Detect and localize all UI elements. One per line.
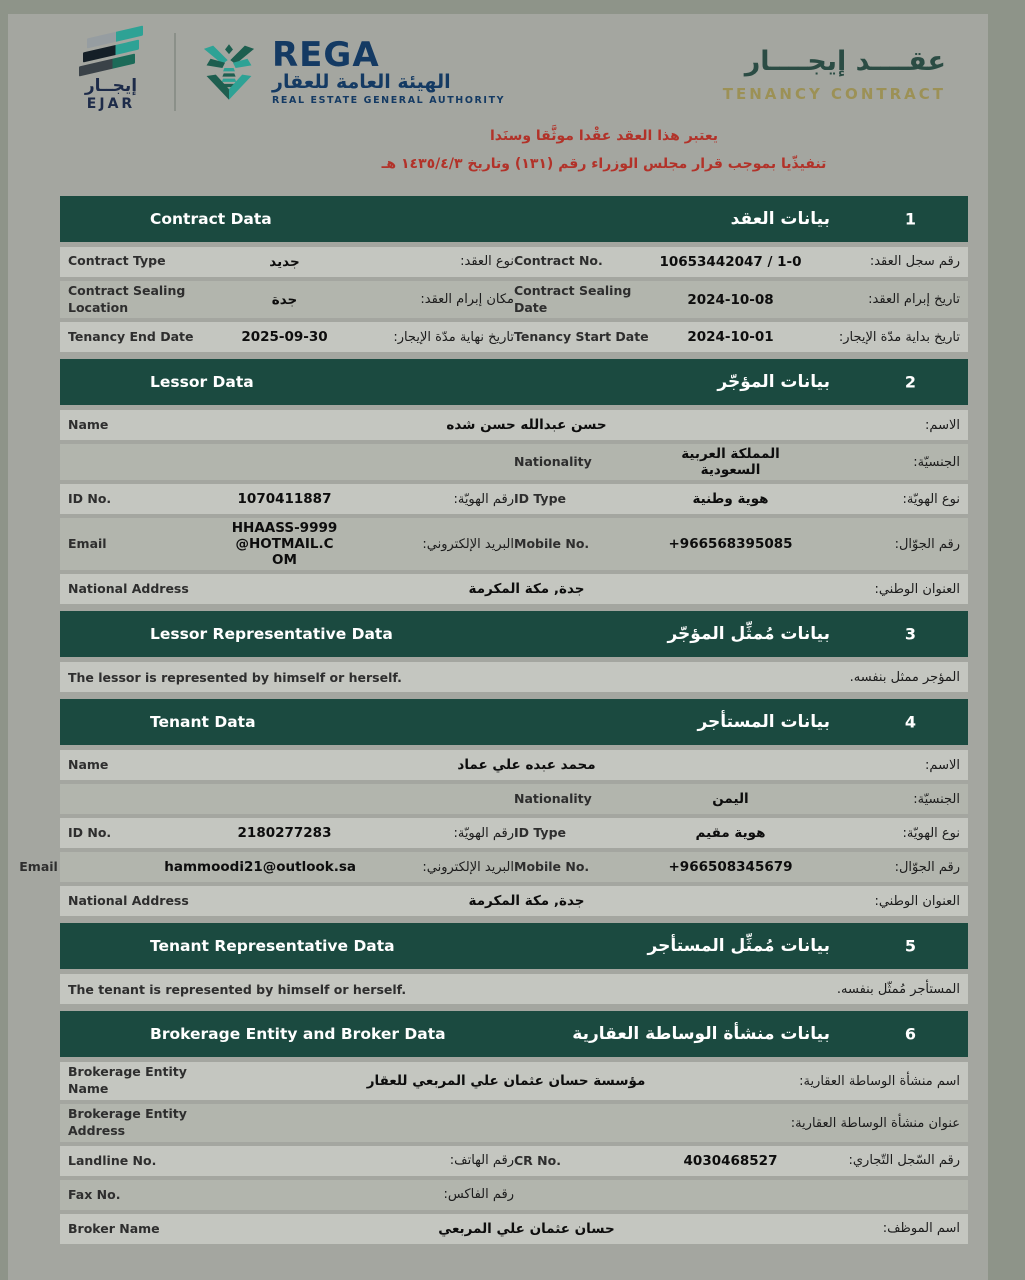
field-label-en: Mobile No. — [514, 859, 590, 874]
section-title-ar: بيانات العقد — [730, 208, 830, 229]
note-en: The lessor is represented by himself or herself. — [68, 669, 402, 685]
field-value: 1070411887 — [237, 491, 332, 508]
field-value: هوية مقيم — [695, 825, 766, 842]
section-header — [60, 923, 968, 969]
table-row — [60, 662, 968, 692]
table-row — [60, 1062, 968, 1100]
ejar-logo-text-ar: إيجــار — [84, 76, 138, 96]
table-row — [60, 444, 968, 480]
field-value: 2024-10-08 — [687, 291, 774, 308]
field-value: +966568395085 — [668, 536, 793, 553]
contract-title-en: TENANCY CONTRACT — [722, 85, 946, 103]
field-label-ar: تاريخ إبرام العقد: — [868, 292, 960, 308]
table-row — [60, 1180, 968, 1210]
note-ar: المستأجر مُمثّل بنفسه. — [836, 981, 960, 997]
field-value: 2024-10-01 — [687, 329, 774, 346]
section-header — [60, 611, 968, 657]
field-value: 2025-09-30 — [241, 329, 328, 346]
section-title-ar: بيانات منشأة الوساطة العقارية — [572, 1024, 830, 1045]
rega-logo-text-en: REAL ESTATE GENERAL AUTHORITY — [272, 95, 506, 107]
field-label-en: Tenancy Start Date — [514, 329, 649, 344]
contract-title-ar: عقــــد إيجــــار — [744, 46, 946, 77]
section-header — [60, 699, 968, 745]
field-label-ar: العنوان الوطني: — [874, 893, 960, 909]
table-row — [60, 886, 968, 916]
field-label-ar: رقم الهويّة: — [453, 825, 514, 841]
section-title-ar: بيانات المؤجّر — [717, 372, 830, 393]
field-value: اليمن — [712, 791, 749, 808]
note-en: The tenant is represented by himself or herself. — [68, 981, 407, 997]
section-number: 1 — [904, 209, 916, 229]
field-label-ar: الجنسيّة: — [913, 791, 960, 807]
section-tenant-data — [19, 699, 968, 916]
field-label-en: Nationality — [514, 454, 592, 469]
section-lessor-representative — [60, 611, 968, 692]
section-header — [60, 1011, 968, 1057]
field-label-ar: نوع الهويّة: — [902, 825, 960, 841]
ejar-logo-text-en: EJAR — [86, 95, 136, 112]
field-label-ar: رقم الهاتف: — [449, 1153, 514, 1169]
field-value: حسن عبدالله حسن شده — [446, 417, 607, 434]
field-label-ar: اسم منشأة الوساطة العقارية: — [799, 1073, 960, 1089]
section-tenant-representative — [60, 923, 968, 1004]
section-title-en: Lessor Representative Data — [150, 625, 393, 644]
table-row — [19, 852, 968, 882]
field-label-en: ID Type — [514, 825, 566, 840]
table-row — [60, 1104, 968, 1142]
field-label-ar: تاريخ نهاية مدّة الإيجار: — [393, 329, 514, 345]
table-row — [60, 750, 968, 780]
section-header — [60, 196, 968, 242]
section-brokerage-data — [60, 1011, 968, 1244]
field-value: مؤسسة حسان عثمان علي المربعي للعقار — [366, 1073, 646, 1090]
field-label-ar: عنوان منشأة الوساطة العقارية: — [790, 1115, 960, 1131]
section-number: 5 — [904, 936, 916, 956]
field-label-ar: رقم الجوّال: — [894, 859, 960, 875]
section-title-en: Tenant Representative Data — [150, 937, 395, 956]
section-number: 3 — [904, 624, 916, 644]
section-lessor-data — [60, 359, 968, 604]
section-title-en: Contract Data — [150, 209, 272, 228]
rega-logo-name: REGA — [272, 34, 380, 75]
ejar-stripes-icon — [79, 32, 143, 70]
field-label-en: Tenancy End Date — [68, 329, 194, 344]
field-label-en: Contract Sealing Date — [514, 282, 632, 315]
field-label-en: Email — [68, 536, 107, 551]
field-label-ar: رقم الهويّة: — [453, 491, 514, 507]
section-contract-data — [60, 196, 968, 353]
table-row — [60, 484, 968, 514]
field-label-en: Contract No. — [514, 253, 603, 269]
section-number: 6 — [904, 1024, 916, 1044]
field-label-ar: رقم سجل العقد: — [869, 254, 960, 270]
table-row — [60, 574, 968, 604]
section-number: 2 — [904, 372, 916, 392]
field-value: HHAASS-9999@HOTMAIL.COM — [231, 520, 338, 569]
logo-divider — [174, 33, 176, 111]
rega-palm-icon — [196, 34, 262, 110]
section-number: 4 — [904, 712, 916, 732]
field-label-en: Contract Type — [68, 253, 166, 269]
field-value: حسان عثمان علي المربعي — [438, 1220, 615, 1237]
contract-document — [8, 14, 988, 1280]
section-title-en: Lessor Data — [150, 373, 254, 392]
field-label-ar: مكان إبرام العقد: — [420, 292, 514, 308]
ejar-logo — [68, 32, 154, 112]
field-value: جديد — [269, 253, 300, 270]
field-label-ar: نوع الهويّة: — [902, 491, 960, 507]
field-label-en: Brokerage Entity Name — [68, 1064, 187, 1097]
table-row — [60, 322, 968, 352]
table-row — [60, 784, 968, 814]
field-label-ar: نوع العقد: — [460, 254, 514, 270]
field-value: 2180277283 — [237, 825, 332, 842]
field-label-ar: البريد الإلكتروني: — [422, 859, 514, 875]
field-value: 4030468527 — [683, 1152, 778, 1169]
field-label-en: ID Type — [514, 491, 566, 506]
field-label-en: ID No. — [68, 825, 112, 840]
section-title-ar: بيانات المستأجر — [697, 712, 830, 733]
field-label-en: Mobile No. — [514, 536, 590, 551]
field-label-en: Contract Sealing Location — [68, 282, 186, 315]
field-label-en: Email — [19, 859, 58, 874]
field-label-en: Nationality — [514, 791, 592, 806]
rega-logo — [196, 34, 505, 110]
field-label-ar: الجنسيّة: — [913, 454, 960, 470]
field-label-en: National Address — [68, 893, 189, 908]
section-title-ar: بيانات مُمثِّل المؤجّر — [667, 624, 830, 645]
table-row — [60, 281, 968, 319]
field-label-ar: الاسم: — [925, 417, 960, 433]
field-label-en: Fax No. — [68, 1186, 121, 1202]
legal-note-line1: يعتبر هذا العقد عقْدا موثَّقا وسنَدا — [489, 127, 718, 144]
logos-group — [68, 32, 505, 112]
field-value: هوية وطنية — [692, 491, 769, 508]
field-value: جدة, مكة المكرمة — [468, 893, 585, 910]
field-label-en: Brokerage Entity Address — [68, 1106, 187, 1139]
field-value: جدة, مكة المكرمة — [468, 581, 585, 598]
legal-note — [240, 122, 968, 178]
field-label-en: ID No. — [68, 491, 112, 506]
section-title-en: Brokerage Entity and Broker Data — [150, 1025, 446, 1044]
field-label-en: National Address — [68, 581, 189, 596]
table-row — [60, 1146, 968, 1176]
field-label-ar: تاريخ بداية مدّة الإيجار: — [838, 329, 960, 345]
field-label-en: Name — [68, 417, 109, 432]
field-value: جدة — [271, 291, 298, 308]
field-label-ar: البريد الإلكتروني: — [422, 536, 514, 552]
table-row — [60, 818, 968, 848]
section-title-ar: بيانات مُمثِّل المستأجر — [647, 936, 830, 957]
field-value: +966508345679 — [668, 859, 793, 876]
table-row — [60, 974, 968, 1004]
field-label-en: Name — [68, 757, 109, 772]
field-value: محمد عبده علي عماد — [457, 757, 596, 774]
section-title-en: Tenant Data — [150, 713, 256, 732]
legal-note-line2: تنفيذّيا بموجب قرار مجلس الوزراء رقم (١٣١) وتاريخ ١٤٣٥/٤/٣ هـ — [381, 155, 827, 172]
field-value: المملكة العربية السعودية — [681, 446, 780, 479]
field-label-ar: اسم الموظف: — [882, 1221, 960, 1237]
field-label-ar: الاسم: — [925, 757, 960, 773]
contract-title-block — [723, 32, 958, 103]
document-header — [60, 14, 968, 112]
field-label-ar: رقم السّجل التّجاري: — [848, 1153, 960, 1169]
table-row — [60, 247, 968, 277]
table-row — [60, 410, 968, 440]
table-row — [60, 518, 968, 570]
field-value: hammoodi21@outlook.sa — [164, 859, 356, 876]
field-label-en: Broker Name — [68, 1220, 160, 1236]
field-label-en: Landline No. — [68, 1152, 157, 1168]
field-value: 10653442047 / 1-0 — [659, 253, 802, 270]
field-label-en: CR No. — [514, 1152, 561, 1168]
note-ar: المؤجر ممثل بنفسه. — [849, 669, 960, 685]
field-label-ar: العنوان الوطني: — [874, 581, 960, 597]
field-label-ar: رقم الجوّال: — [894, 536, 960, 552]
table-row — [60, 1214, 968, 1244]
rega-logo-text-ar: الهيئة العامة للعقار — [272, 71, 451, 94]
field-label-ar: رقم الفاكس: — [443, 1187, 514, 1203]
section-header — [60, 359, 968, 405]
